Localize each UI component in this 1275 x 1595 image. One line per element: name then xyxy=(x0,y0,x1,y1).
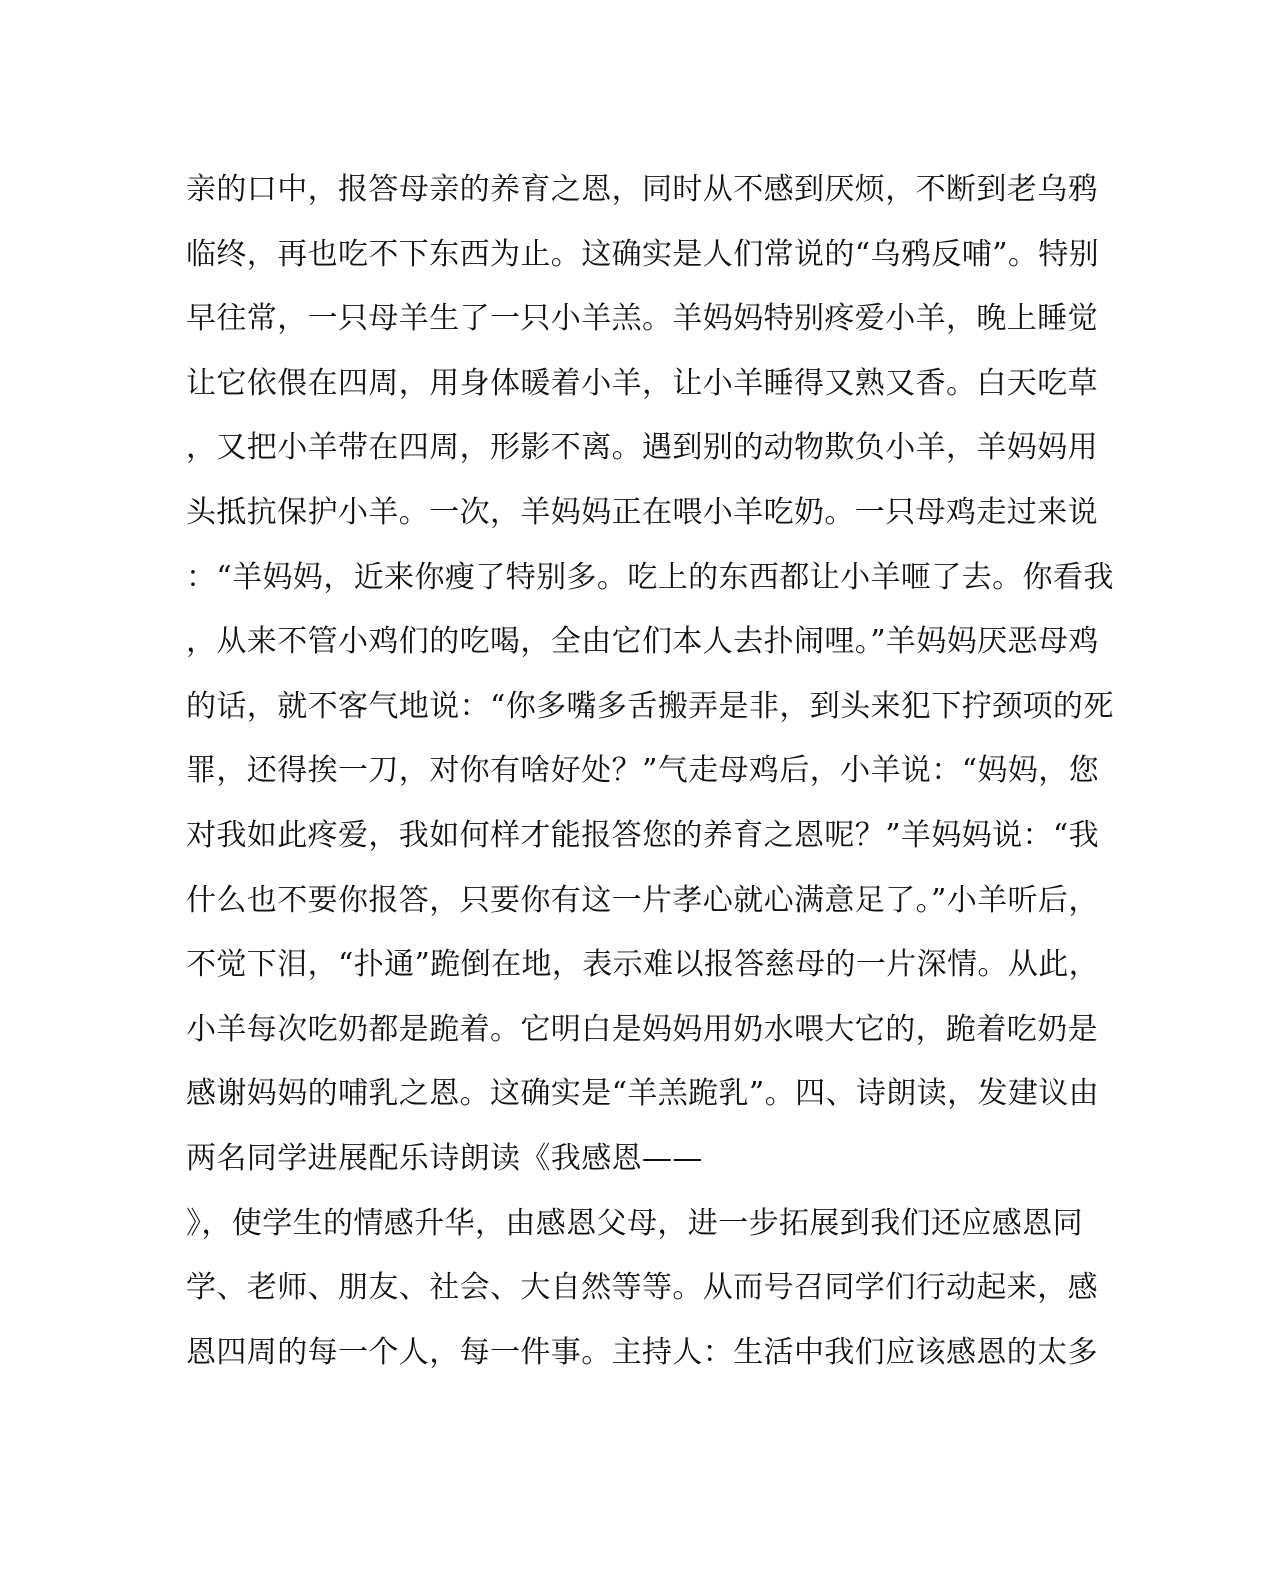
text-line: 学、老师、朋友、社会、大自然等等。从而号召同学们行动起来，感 xyxy=(186,1270,1098,1306)
text-line: 小羊每次吃奶都是跪着。它明白是妈妈用奶水喂大它的，跪着吃奶是 xyxy=(186,1011,1098,1047)
text-line: 让它依偎在四周，用身体暖着小羊，让小羊睡得又熟又香。白天吃草 xyxy=(186,365,1098,401)
text-line: 罪，还得挨一刀，对你有啥好处？”气走母鸡后，小羊说：“妈妈，您 xyxy=(186,753,1100,789)
text-line: 亲的口中，报答母亲的养育之恩，同时从不感到厌烦，不断到老乌鸦 xyxy=(186,172,1098,207)
text-line: 什么也不要你报答，只要你有这一片孝心就心满意足了。”小羊听后， xyxy=(186,882,1099,918)
text-line: ，又把小羊带在四周，形影不离。遇到别的动物欺负小羊，羊妈妈用 xyxy=(186,430,1098,466)
text-line: 的话，就不客气地说：“你多嘴多舌搬弄是非，到头来犯下拧颈项的死 xyxy=(186,688,1114,724)
text-line: 恩四周的每一个人，每一件事。主持人：生活中我们应该感恩的太多 xyxy=(186,1334,1098,1370)
text-line: 感谢妈妈的哺乳之恩。这确实是“羊羔跪乳”。四、诗朗读，发建议由 xyxy=(186,1076,1100,1112)
text-line: 》，使学生的情感升华，由感恩父母，进一步拓展到我们还应感恩同 xyxy=(186,1205,1083,1241)
text-line: 两名同学进展配乐诗朗读《我感恩—— xyxy=(186,1140,703,1176)
text-line: ：“羊妈妈，近来你瘦了特别多。吃上的东西都让小羊咂了去。你看我 xyxy=(186,559,1114,595)
text-line: 头抵抗保护小羊。一次，羊妈妈正在喂小羊吃奶。一只母鸡走过来说 xyxy=(186,494,1098,530)
body-text xyxy=(186,164,1114,1391)
text-line: 不觉下泪，“扑通”跪倒在地，表示难以报答慈母的一片深情。从此， xyxy=(186,947,1100,983)
text-line: ，从来不管小鸡们的吃喝，全由它们本人去扑闹哩。”羊妈妈厌恶母鸡 xyxy=(186,624,1099,660)
text-line: 临终，再也吃不下东西为止。这确实是人们常说的“乌鸦反哺”。特别 xyxy=(186,236,1100,272)
text-line: 对我如此疼爱，我如何样才能报答您的养育之恩呢？”羊妈妈说：“我 xyxy=(186,817,1100,853)
text-line: 早往常，一只母羊生了一只小羊羔。羊妈妈特别疼爱小羊，晚上睡觉 xyxy=(186,301,1098,337)
